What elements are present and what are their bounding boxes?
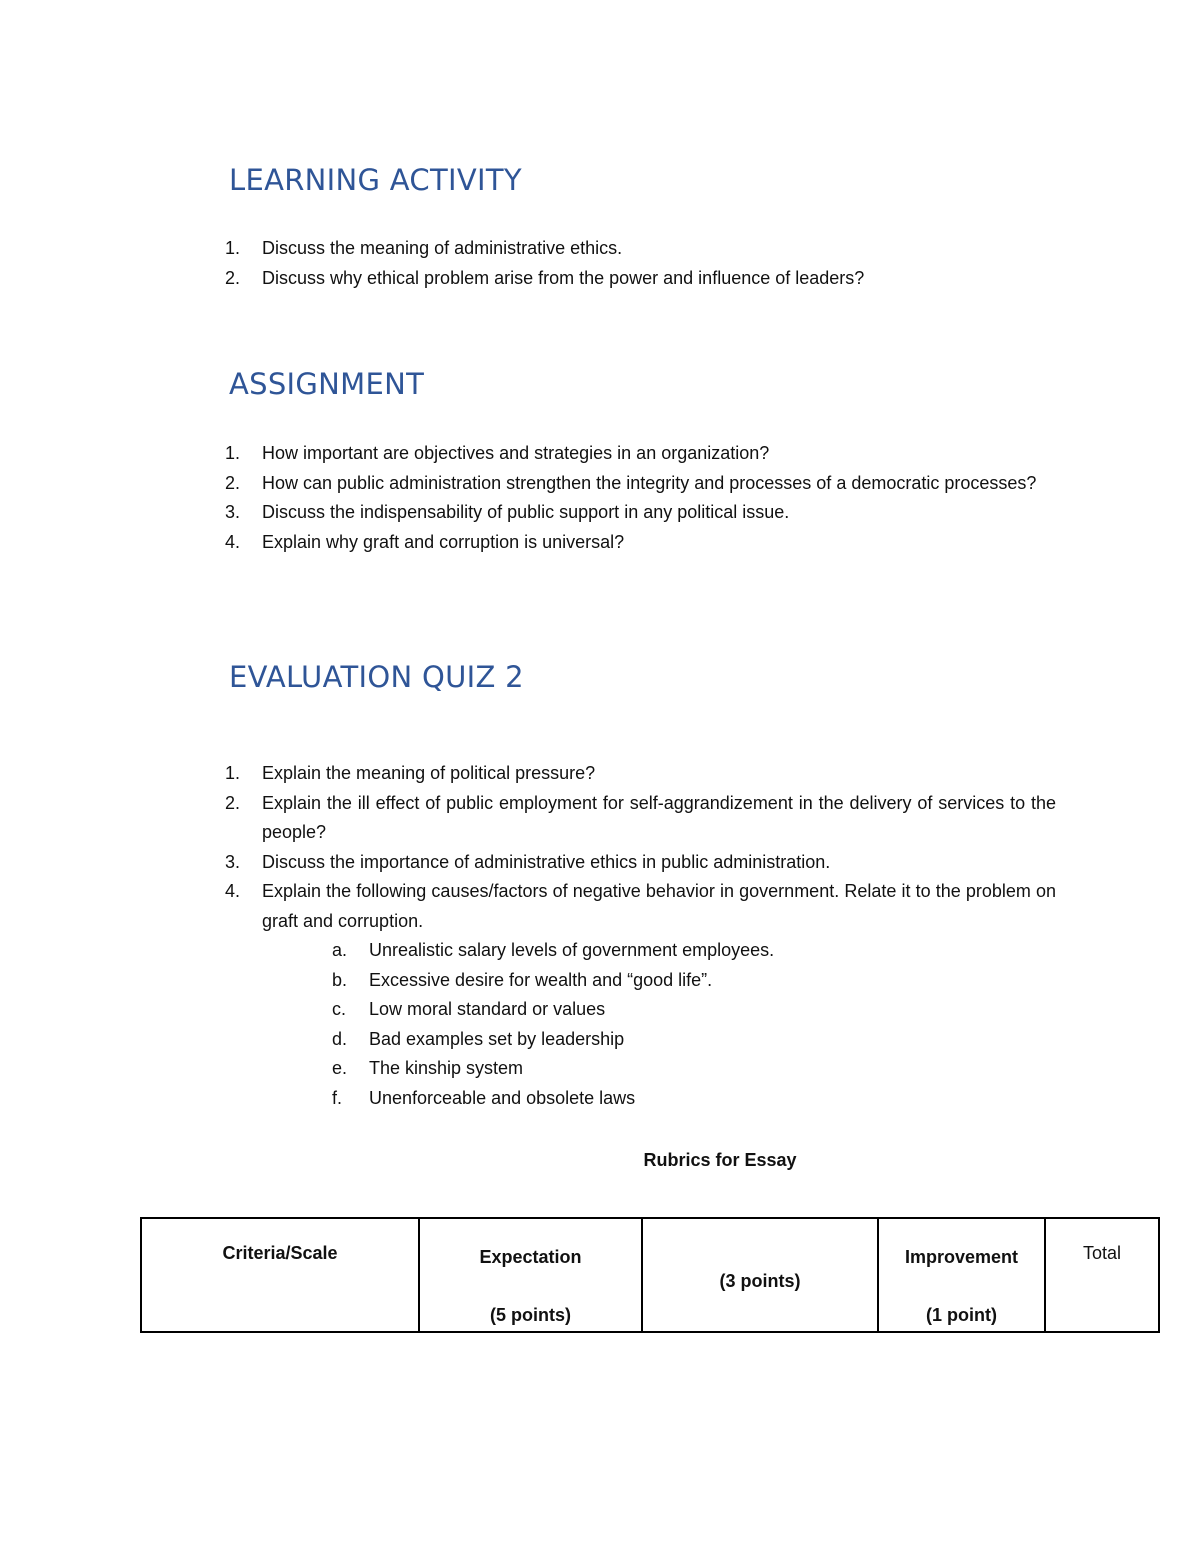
sub-list-letter: d. xyxy=(332,1028,348,1049)
sub-list-item xyxy=(332,1025,1032,1055)
sub-list-letter: f. xyxy=(332,1087,343,1108)
evaluation-quiz-heading: EVALUATION QUIZ 2 xyxy=(229,660,524,694)
sub-list-text: Unenforceable and obsolete laws xyxy=(369,1087,636,1108)
list-item-number: 3. xyxy=(225,851,241,872)
rubric-table xyxy=(140,1217,1160,1333)
list-item xyxy=(225,877,1056,1113)
list-item xyxy=(225,789,1056,848)
sub-list-letter: c. xyxy=(332,999,347,1019)
list-item-text: Explain the meaning of political pressure? xyxy=(262,763,596,783)
total-label: Total xyxy=(1082,1243,1122,1263)
sub-list-item xyxy=(332,995,1032,1025)
list-item-number: 1. xyxy=(225,238,241,258)
causes-sublist xyxy=(332,936,1032,1113)
improvement-points: (1 point) xyxy=(926,1305,997,1325)
list-item xyxy=(225,498,1056,528)
list-item-text: Discuss the meaning of administrative ethics. xyxy=(262,238,623,258)
sub-list-item xyxy=(332,966,1032,996)
sub-list-text: The kinship system xyxy=(369,1058,524,1078)
list-item xyxy=(225,439,1056,469)
list-item-number: 2. xyxy=(225,472,241,493)
list-item-number: 1. xyxy=(225,443,241,463)
list-item-text: Explain the ill effect of public employment for self-aggrandizement in the delivery of services to the people? xyxy=(262,792,1056,842)
list-item xyxy=(225,528,1056,558)
expectation-cell xyxy=(419,1218,642,1332)
sub-list-text: Bad examples set by leadership xyxy=(369,1028,625,1049)
learning-activity-list xyxy=(225,234,1056,293)
list-item-text: Discuss the importance of administrative ethics in public administration. xyxy=(262,851,831,872)
improvement-label: Improvement xyxy=(904,1247,1019,1267)
middle-points: (3 points) xyxy=(719,1271,801,1291)
list-item-number: 2. xyxy=(225,267,241,288)
sub-list-letter: a. xyxy=(332,940,348,960)
sub-list-text: Unrealistic salary levels of government employees. xyxy=(369,940,775,960)
criteria-scale-label: Criteria/Scale xyxy=(222,1243,338,1263)
middle-scale-cell xyxy=(642,1218,878,1332)
list-item-text: Explain the following causes/factors of negative behavior in government. Relate it to the problem on graft and corruption. xyxy=(262,881,1056,931)
sub-list-item xyxy=(332,1084,1032,1114)
sub-list-item xyxy=(332,1054,1032,1084)
list-item-number: 4. xyxy=(225,531,241,552)
list-item-text: How important are objectives and strategies in an organization? xyxy=(262,443,770,463)
sub-list-text: Low moral standard or values xyxy=(369,999,606,1019)
assignment-heading: ASSIGNMENT xyxy=(229,367,425,401)
list-item-text: How can public administration strengthen the integrity and processes of a democratic processes? xyxy=(262,472,1037,493)
criteria-scale-cell xyxy=(141,1218,419,1332)
total-cell xyxy=(1045,1218,1159,1332)
list-item-text: Discuss the indispensability of public support in any political issue. xyxy=(262,502,790,522)
list-item xyxy=(225,234,1056,264)
rubric-title: Rubrics for Essay xyxy=(643,1150,797,1170)
sub-list-text: Excessive desire for wealth and “good life”. xyxy=(369,969,713,990)
assignment-list xyxy=(225,439,1056,557)
list-item xyxy=(225,469,1056,499)
table-row xyxy=(141,1218,1159,1332)
list-item xyxy=(225,759,1056,789)
list-item-text: Discuss why ethical problem arise from the power and influence of leaders? xyxy=(262,267,865,288)
expectation-label: Expectation xyxy=(479,1247,582,1267)
sub-list-item xyxy=(332,936,1032,966)
evaluation-quiz-list xyxy=(225,759,1056,1113)
list-item-number: 4. xyxy=(225,881,241,901)
sub-list-letter: b. xyxy=(332,969,348,990)
expectation-points: (5 points) xyxy=(490,1305,571,1325)
list-item-text: Explain why graft and corruption is universal? xyxy=(262,531,625,552)
list-item-number: 1. xyxy=(225,763,241,783)
list-item xyxy=(225,264,1056,294)
sub-list-letter: e. xyxy=(332,1058,348,1078)
list-item-number: 3. xyxy=(225,502,241,522)
list-item xyxy=(225,848,1056,878)
learning-activity-heading: LEARNING ACTIVITY xyxy=(229,163,522,197)
improvement-cell xyxy=(878,1218,1045,1332)
list-item-number: 2. xyxy=(225,792,241,813)
